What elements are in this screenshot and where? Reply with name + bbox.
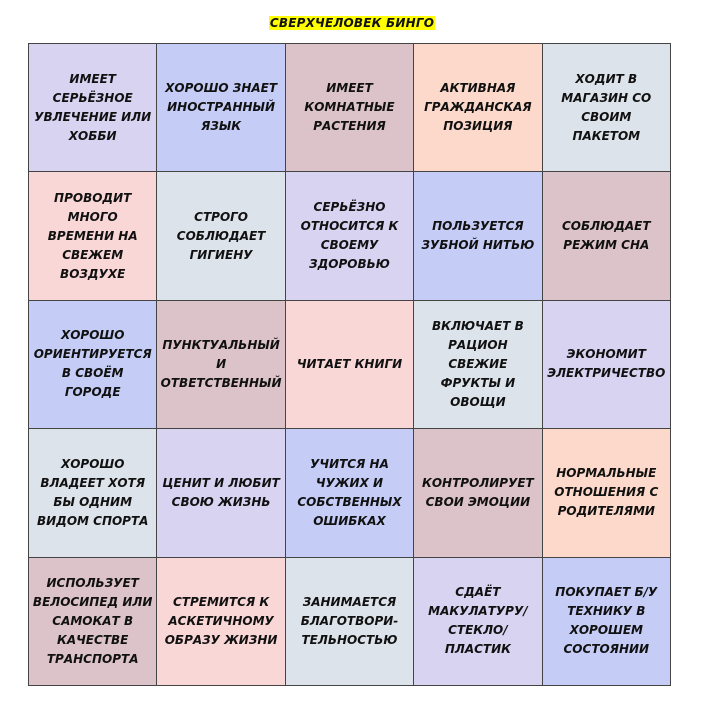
bingo-cell-1-5[interactable] — [543, 44, 671, 172]
bingo-cell-2-1[interactable] — [29, 172, 157, 300]
bingo-cell-label: ПУНКТУАЛЬНЫЙ И ОТВЕТСТВЕННЫЙ — [160, 337, 282, 390]
bingo-cell-label: СОБЛЮДАЕТ РЕЖИМ СНА — [562, 219, 651, 253]
bingo-cell-label: СТРОГО СОБЛЮДАЕТ ГИГИЕНУ — [176, 209, 266, 262]
bingo-cell-label: ХОРОШО ЗНАЕТ ИНОСТРАННЫЙ ЯЗЫК — [165, 81, 278, 134]
bingo-cell-4-5[interactable] — [543, 429, 671, 557]
bingo-cell-label: АКТИВНАЯ ГРАЖДАНСКАЯ ПОЗИЦИЯ — [424, 81, 532, 134]
bingo-cell-label: КОНТРОЛИРУЕТ СВОИ ЭМОЦИИ — [422, 475, 534, 509]
bingo-cell-5-2[interactable] — [157, 558, 285, 686]
bingo-title-text: СВЕРХЧЕЛОВЕК БИНГО — [269, 16, 435, 30]
bingo-cell-label: НОРМАЛЬНЫЕ ОТНОШЕНИЯ С РОДИТЕЛЯМИ — [554, 466, 659, 519]
bingo-cell-4-3[interactable] — [286, 429, 414, 557]
bingo-cell-label: ХОРОШО ОРИЕНТИРУЕТСЯ В СВОЁМ ГОРОДЕ — [33, 328, 152, 400]
bingo-cell-2-4[interactable] — [414, 172, 542, 300]
bingo-cell-3-1[interactable] — [29, 301, 157, 429]
bingo-cell-5-3[interactable] — [286, 558, 414, 686]
bingo-cell-2-2[interactable] — [157, 172, 285, 300]
bingo-cell-4-4[interactable] — [414, 429, 542, 557]
bingo-cell-2-5[interactable] — [543, 172, 671, 300]
bingo-cell-label: ВКЛЮЧАЕТ В РАЦИОН СВЕЖИЕ ФРУКТЫ И ОВОЩИ — [432, 318, 524, 409]
bingo-cell-5-5[interactable] — [543, 558, 671, 686]
bingo-cell-label: ЦЕНИТ И ЛЮБИТ СВОЮ ЖИЗНЬ — [162, 475, 280, 509]
bingo-cell-label: СЕРЬЁЗНО ОТНОСИТСЯ К СВОЕМУ ЗДОРОВЬЮ — [300, 200, 399, 272]
bingo-cell-label: ХОРОШО ВЛАДЕЕТ ХОТЯ БЫ ОДНИМ ВИДОМ СПОРТА — [36, 456, 149, 528]
bingo-cell-1-1[interactable] — [29, 44, 157, 172]
bingo-cell-3-3[interactable] — [286, 301, 414, 429]
bingo-cell-1-2[interactable] — [157, 44, 285, 172]
bingo-cell-4-2[interactable] — [157, 429, 285, 557]
bingo-cell-2-3[interactable] — [286, 172, 414, 300]
bingo-cell-5-1[interactable] — [29, 558, 157, 686]
bingo-cell-1-3[interactable] — [286, 44, 414, 172]
bingo-cell-3-5[interactable] — [543, 301, 671, 429]
bingo-cell-label: ИМЕЕТ КОМНАТНЫЕ РАСТЕНИЯ — [304, 81, 395, 134]
bingo-cell-label: УЧИТСЯ НА ЧУЖИХ И СОБСТВЕННЫХ ОШИБКАХ — [297, 456, 402, 528]
bingo-cell-label: ИСПОЛЬЗУЕТ ВЕЛОСИПЕД ИЛИ САМОКАТ В КАЧЕСТВЕ ТРАНСПОРТА — [32, 575, 153, 666]
bingo-cell-label: ЭКОНОМИТ ЭЛЕКТРИЧЕСТВО — [547, 347, 666, 381]
bingo-cell-label: ХОДИТ В МАГАЗИН СО СВОИМ ПАКЕТОМ — [561, 71, 652, 143]
bingo-cell-label: ЧИТАЕТ КНИГИ — [296, 356, 403, 371]
bingo-cell-3-4[interactable] — [414, 301, 542, 429]
bingo-cell-label: ПОЛЬЗУЕТСЯ ЗУБНОЙ НИТЬЮ — [421, 219, 535, 253]
bingo-cell-1-4[interactable] — [414, 44, 542, 172]
bingo-cell-5-4[interactable] — [414, 558, 542, 686]
bingo-cell-label: ЗАНИМАЕТСЯ БЛАГОТВОРИ- ТЕЛЬНОСТЬЮ — [300, 594, 399, 647]
bingo-cell-label: ПРОВОДИТ МНОГО ВРЕМЕНИ НА СВЕЖЕМ ВОЗДУХЕ — [47, 190, 138, 281]
bingo-cell-label: СТРЕМИТСЯ К АСКЕТИЧНОМУ ОБРАЗУ ЖИЗНИ — [164, 594, 278, 647]
bingo-cell-label: СДАЁТ МАКУЛАТУРУ/ СТЕКЛО/ ПЛАСТИК — [428, 585, 528, 657]
bingo-cell-3-2[interactable] — [157, 301, 285, 429]
bingo-grid — [28, 43, 671, 686]
bingo-cell-4-1[interactable] — [29, 429, 157, 557]
bingo-cell-label: ПОКУПАЕТ Б/У ТЕХНИКУ В ХОРОШЕМ СОСТОЯНИИ — [555, 585, 658, 657]
bingo-cell-label: ИМЕЕТ СЕРЬЁЗНОЕ УВЛЕЧЕНИЕ ИЛИ ХОББИ — [34, 71, 152, 143]
bingo-title — [0, 16, 704, 30]
